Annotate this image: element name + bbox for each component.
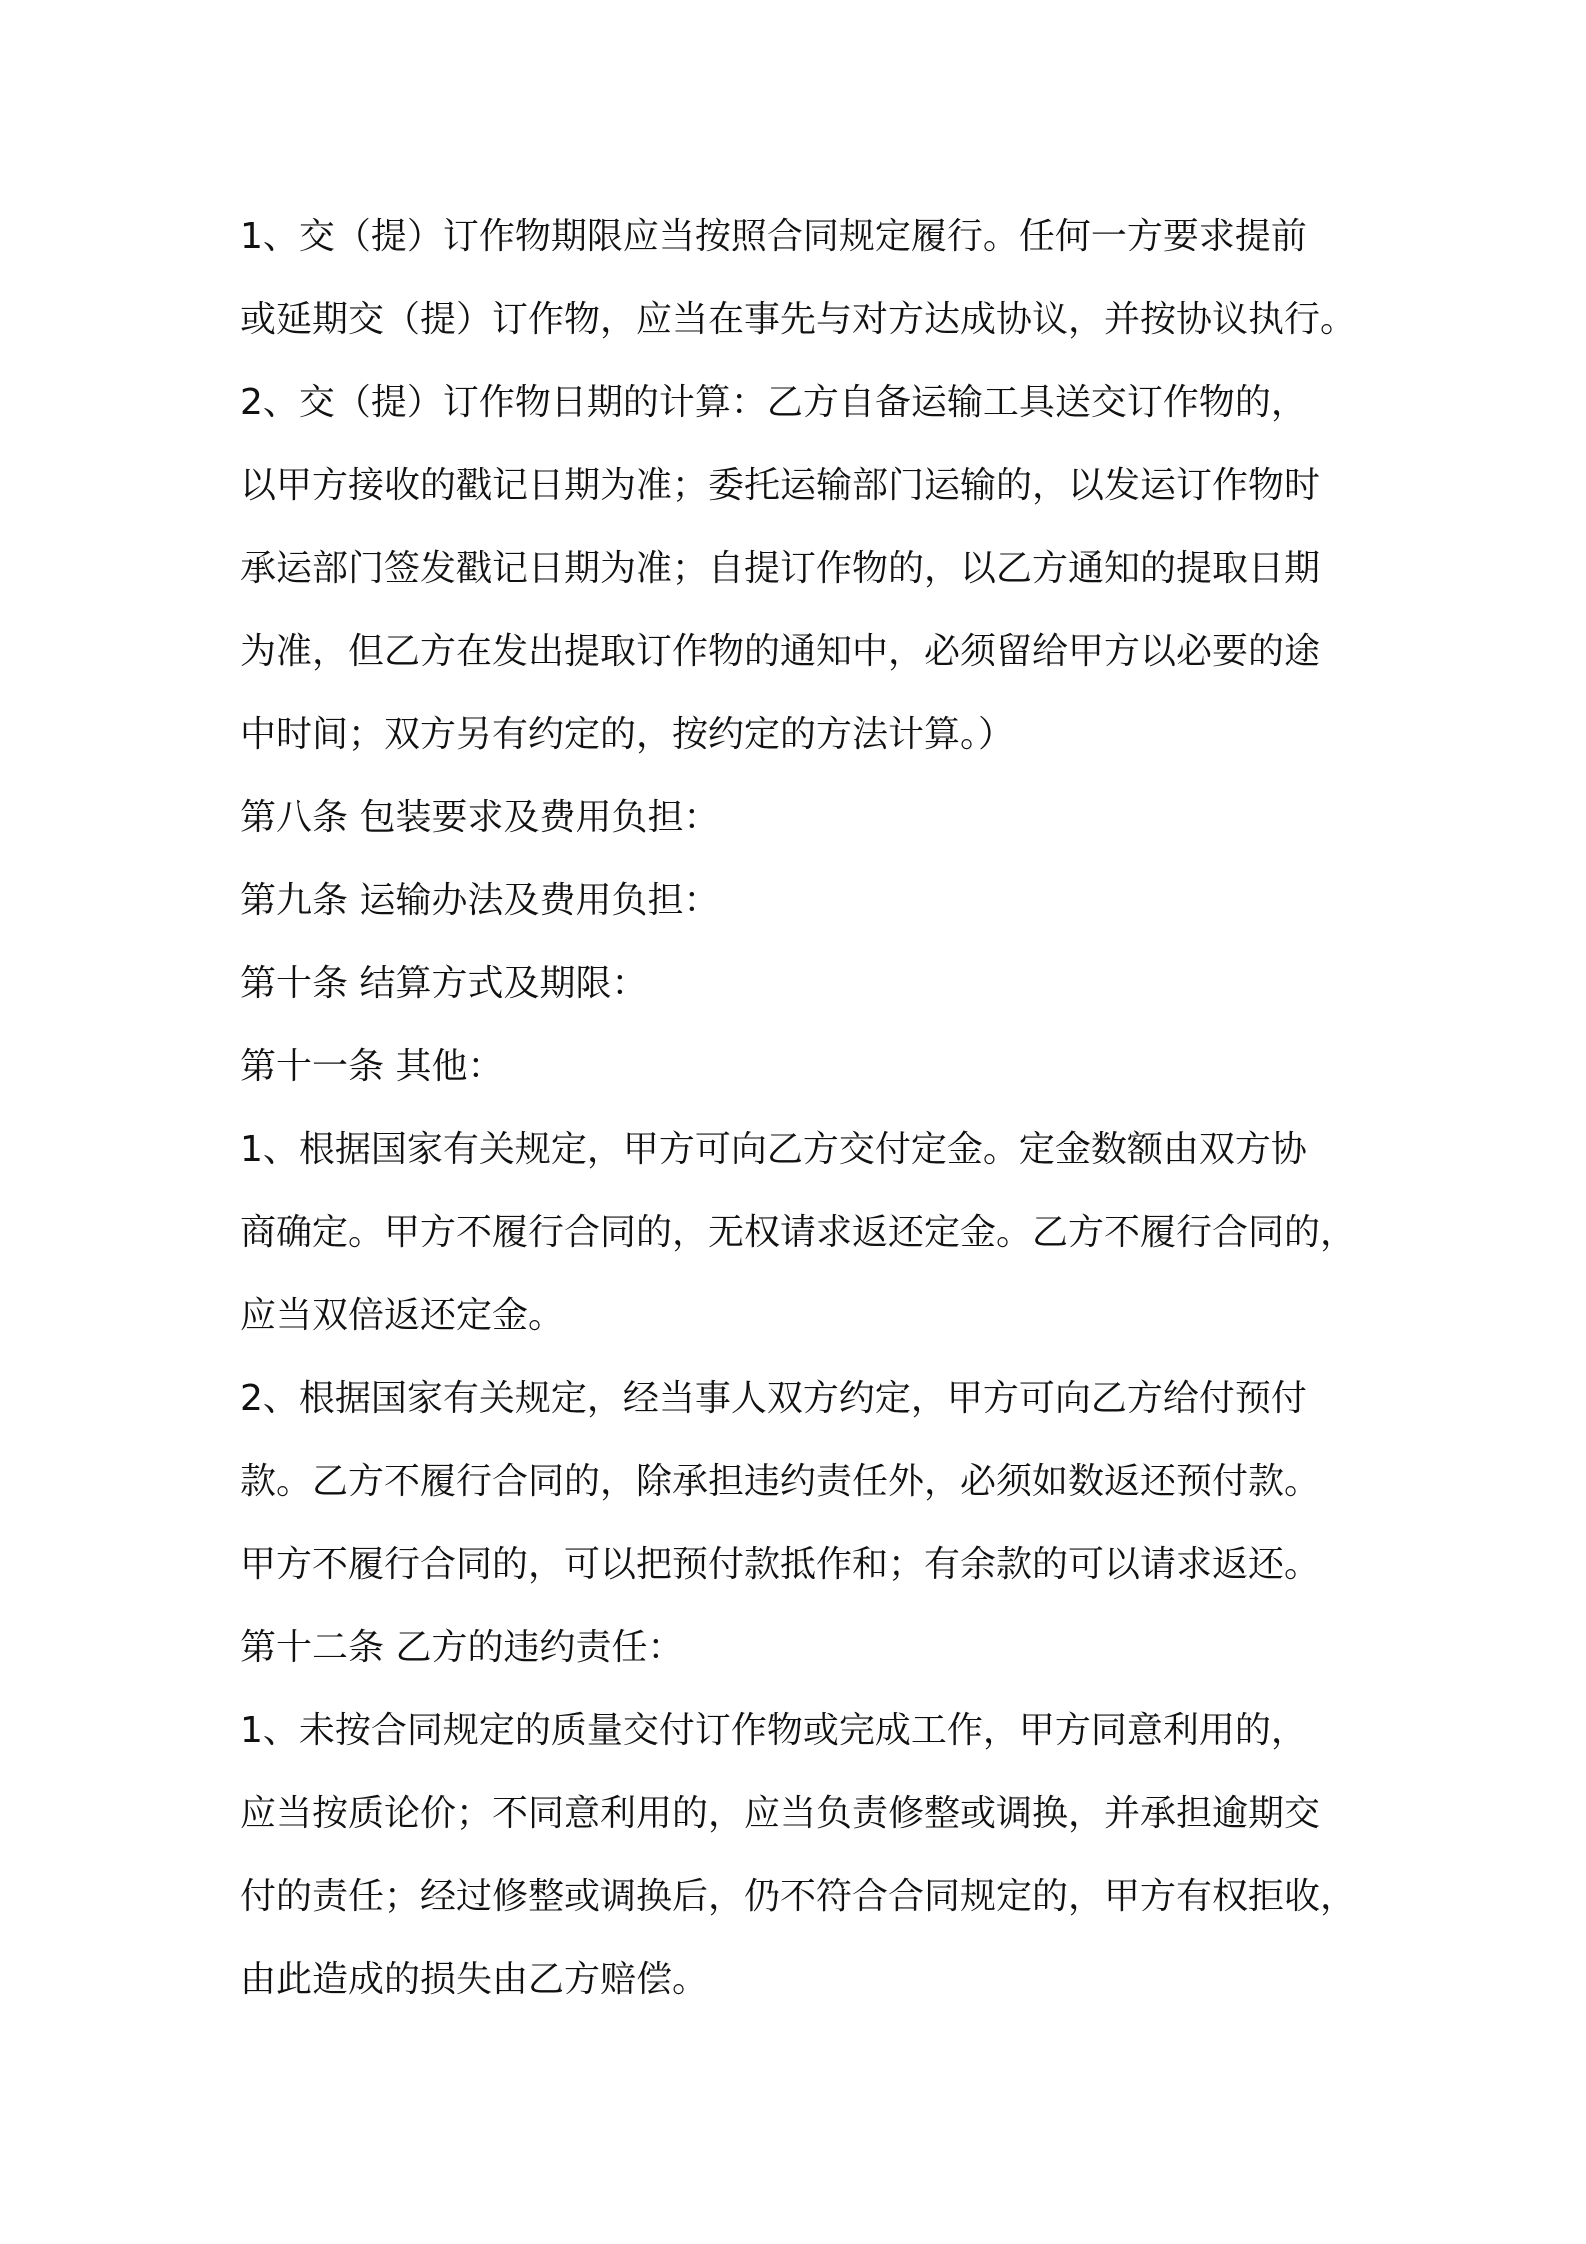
text-line: 应当按质论价；不同意利用的，应当负责修整或调换，并承担逾期交 bbox=[240, 1793, 1321, 1834]
text-line: 1、根据国家有关规定，甲方可向乙方交付定金。定金数额由双方协 bbox=[240, 1129, 1307, 1170]
text-line: 1、未按合同规定的质量交付订作物或完成工作，甲方同意利用的， bbox=[240, 1710, 1307, 1751]
text-line: 或延期交（提）订作物，应当在事先与对方达成协议，并按协议执行。 bbox=[240, 299, 1357, 340]
article-heading: 第十二条 乙方的违约责任： bbox=[240, 1627, 684, 1668]
text-line: 承运部门签发戳记日期为准；自提订作物的，以乙方通知的提取日期 bbox=[240, 548, 1321, 589]
text-line: 由此造成的损失由乙方赔偿。 bbox=[240, 1959, 709, 2000]
text-line: 1、交（提）订作物期限应当按照合同规定履行。任何一方要求提前 bbox=[240, 216, 1307, 257]
text-line: 为准，但乙方在发出提取订作物的通知中，必须留给甲方以必要的途 bbox=[240, 631, 1321, 672]
document-body bbox=[240, 195, 1360, 2021]
text-line: 款。乙方不履行合同的，除承担违约责任外，必须如数返还预付款。 bbox=[240, 1461, 1321, 1502]
text-line: 中时间；双方另有约定的，按约定的方法计算。） bbox=[240, 714, 1015, 755]
text-line: 付的责任；经过修整或调换后，仍不符合合同规定的，甲方有权拒收， bbox=[240, 1876, 1357, 1917]
text-line: 甲方不履行合同的，可以把预付款抵作和；有余款的可以请求返还。 bbox=[240, 1544, 1321, 1585]
article-heading: 第九条 运输办法及费用负担： bbox=[240, 880, 720, 921]
text-line: 商确定。甲方不履行合同的，无权请求返还定金。乙方不履行合同的， bbox=[240, 1212, 1357, 1253]
text-line: 2、根据国家有关规定，经当事人双方约定，甲方可向乙方给付预付 bbox=[240, 1378, 1307, 1419]
text-line: 2、交（提）订作物日期的计算：乙方自备运输工具送交订作物的， bbox=[240, 382, 1307, 423]
text-line: 应当双倍返还定金。 bbox=[240, 1295, 565, 1336]
article-heading: 第八条 包装要求及费用负担： bbox=[240, 797, 720, 838]
article-heading: 第十一条 其他： bbox=[240, 1046, 504, 1087]
article-heading: 第十条 结算方式及期限： bbox=[240, 963, 648, 1004]
text-line: 以甲方接收的戳记日期为准；委托运输部门运输的，以发运订作物时 bbox=[240, 465, 1321, 506]
